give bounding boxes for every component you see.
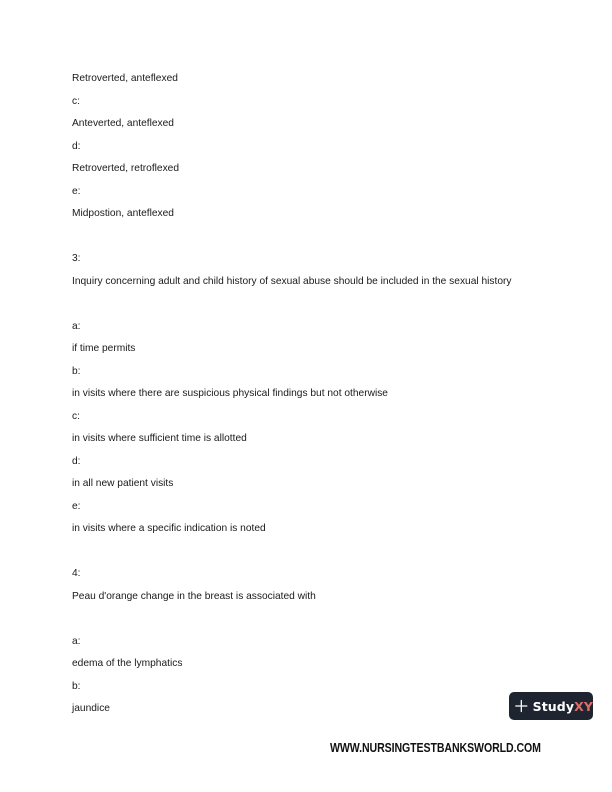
option-d-label: d: xyxy=(72,141,81,152)
studyxy-badge[interactable] xyxy=(509,692,593,720)
answer-option-a-text: if time permits xyxy=(72,343,136,354)
answer-option-d-text: Retroverted, retroflexed xyxy=(72,163,180,174)
footer-website-url: WWW.NURSINGTESTBANKSWORLD.COM xyxy=(330,741,541,755)
question-number: 3: xyxy=(72,253,81,264)
option-b-label: b: xyxy=(72,366,81,377)
answer-option-c-text: in visits where sufficient time is allotted xyxy=(72,433,247,444)
answer-option-d-text: in all new patient visits xyxy=(72,478,174,489)
option-e-label: e: xyxy=(72,501,81,512)
option-a-label: a: xyxy=(72,636,81,647)
answer-option-e-text: in visits where a specific indication is noted xyxy=(72,523,266,534)
answer-option-b-text: Retroverted, anteflexed xyxy=(72,73,178,84)
brand-xy: XY xyxy=(574,698,593,714)
answer-option-b-text: in visits where there are suspicious physical findings but not otherwise xyxy=(72,388,388,399)
answer-option-a-text: edema of the lymphatics xyxy=(72,658,183,669)
option-a-label: a: xyxy=(72,321,81,332)
option-c-label: c: xyxy=(72,411,80,422)
brand-study: Study xyxy=(532,698,575,714)
plus-sparkle-icon xyxy=(515,698,528,714)
option-c-label: c: xyxy=(72,96,80,107)
option-b-label: b: xyxy=(72,681,81,692)
question-number: 4: xyxy=(72,568,81,579)
question-text: Inquiry concerning adult and child history of sexual abuse should be included in the sexual history xyxy=(72,276,512,287)
option-d-label: d: xyxy=(72,456,81,467)
answer-option-e-text: Midpostion, anteflexed xyxy=(72,208,174,219)
answer-option-b-text: jaundice xyxy=(72,703,110,714)
question-text: Peau d'orange change in the breast is associated with xyxy=(72,591,316,602)
option-e-label: e: xyxy=(72,186,81,197)
answer-option-c-text: Anteverted, anteflexed xyxy=(72,118,174,129)
studyxy-logo-text xyxy=(533,699,593,714)
